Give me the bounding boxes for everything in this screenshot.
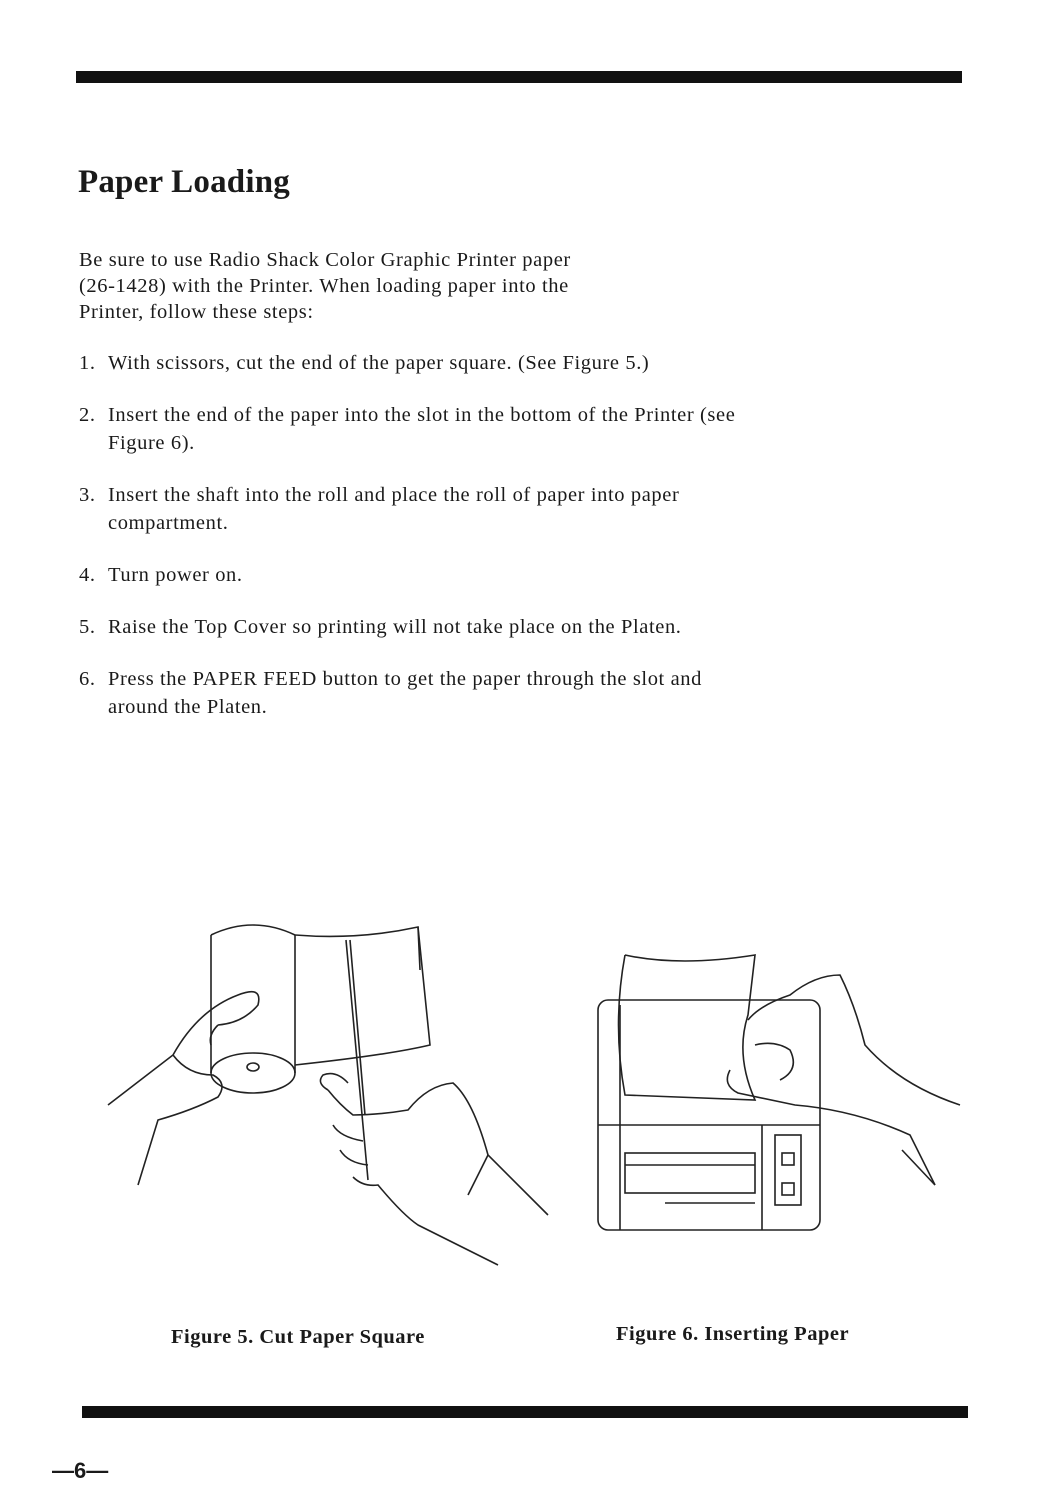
step-text: Insert the end of the paper into the slot in the bottom of the Printer (see Figure 6). <box>108 404 736 454</box>
figure-5-caption: Figure 5. Cut Paper Square <box>171 1326 425 1348</box>
figure-6-caption: Figure 6. Inserting Paper <box>616 1323 850 1345</box>
step-text: Insert the shaft into the roll and place the roll of paper into paper compartment. <box>108 484 680 534</box>
steps-list <box>79 349 759 745</box>
step-text: Press the PAPER FEED button to get the paper through the slot and around the Platen. <box>108 668 702 718</box>
step-number: 6. <box>79 668 96 690</box>
cut-paper-illustration <box>78 915 558 1275</box>
step-number: 3. <box>79 484 96 506</box>
intro-line: (26-1428) with the Printer. When loading paper into the <box>79 275 569 297</box>
roll-end <box>211 1053 295 1093</box>
inserting-paper-illustration <box>590 945 970 1245</box>
step-item <box>79 561 759 589</box>
step-text: Turn power on. <box>108 564 243 586</box>
step-text: With scissors, cut the end of the paper square. (See Figure 5.) <box>108 352 650 374</box>
step-item <box>79 665 759 721</box>
intro-paragraph <box>79 247 699 325</box>
button-icon <box>782 1183 794 1195</box>
step-number: 5. <box>79 616 96 638</box>
step-number: 2. <box>79 404 96 426</box>
step-number: 4. <box>79 564 96 586</box>
step-item <box>79 481 759 537</box>
step-item <box>79 613 759 641</box>
page-title: Paper Loading <box>78 164 290 200</box>
step-number: 1. <box>79 352 96 374</box>
page-number: —6— <box>52 1458 109 1483</box>
step-item <box>79 401 759 457</box>
intro-line: Printer, follow these steps: <box>79 301 314 323</box>
intro-line: Be sure to use Radio Shack Color Graphic Printer paper <box>79 249 571 271</box>
step-item <box>79 349 759 377</box>
step-text: Raise the Top Cover so printing will not take place on the Platen. <box>108 616 682 638</box>
printer-slot <box>625 1153 755 1193</box>
top-rule <box>76 71 962 83</box>
bottom-rule <box>82 1406 968 1418</box>
button-icon <box>782 1153 794 1165</box>
